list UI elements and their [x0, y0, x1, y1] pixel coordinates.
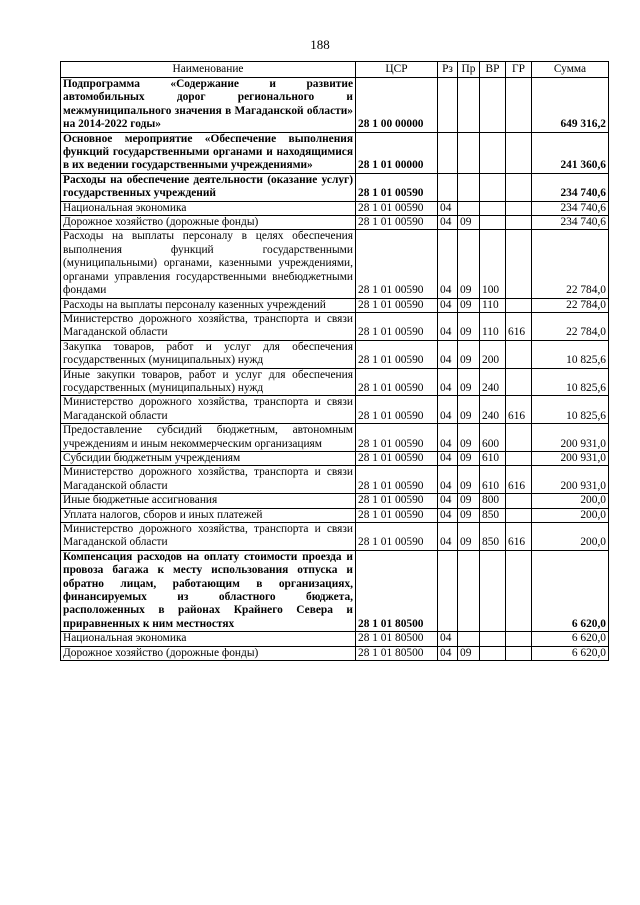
cell-gr — [506, 646, 532, 660]
table-header-row — [61, 62, 609, 78]
cell-rz: 04 — [438, 632, 458, 646]
cell-pr: 09 — [458, 508, 480, 522]
cell-sum: 200,0 — [532, 494, 609, 508]
cell-vr: 850 — [480, 508, 506, 522]
table-row — [61, 632, 609, 646]
cell-gr — [506, 201, 532, 215]
cell-vr: 240 — [480, 396, 506, 424]
cell-sum: 200 931,0 — [532, 424, 609, 452]
cell-rz — [438, 550, 458, 631]
cell-pr — [458, 173, 480, 201]
cell-pr: 09 — [458, 312, 480, 340]
cell-csr: 28 1 01 00590 — [356, 523, 438, 551]
cell-rz: 04 — [438, 312, 458, 340]
table-row — [61, 508, 609, 522]
cell-csr: 28 1 01 00590 — [356, 451, 438, 465]
cell-sum: 10 825,6 — [532, 396, 609, 424]
cell-sum: 200,0 — [532, 508, 609, 522]
cell-rz: 04 — [438, 216, 458, 230]
cell-name: Расходы на обеспечение деятельности (оказание услуг) государственных учреждений — [61, 173, 356, 201]
cell-vr — [480, 550, 506, 631]
cell-pr: 09 — [458, 368, 480, 396]
table-row — [61, 396, 609, 424]
cell-sum: 10 825,6 — [532, 340, 609, 368]
cell-rz: 04 — [438, 230, 458, 298]
cell-pr: 09 — [458, 451, 480, 465]
table-row — [61, 298, 609, 312]
cell-gr — [506, 368, 532, 396]
cell-name: Уплата налогов, сборов и иных платежей — [61, 508, 356, 522]
header-pr: Пр — [458, 62, 480, 78]
cell-name: Субсидии бюджетным учреждениям — [61, 451, 356, 465]
cell-name: Министерство дорожного хозяйства, транспорта и связи Магаданской области — [61, 523, 356, 551]
cell-sum: 6 620,0 — [532, 550, 609, 631]
cell-pr — [458, 201, 480, 215]
cell-name: Дорожное хозяйство (дорожные фонды) — [61, 646, 356, 660]
cell-gr — [506, 298, 532, 312]
cell-csr: 28 1 01 00590 — [356, 312, 438, 340]
cell-gr — [506, 340, 532, 368]
cell-vr: 800 — [480, 494, 506, 508]
table-row — [61, 216, 609, 230]
cell-name: Национальная экономика — [61, 632, 356, 646]
cell-gr — [506, 632, 532, 646]
cell-rz — [438, 78, 458, 133]
cell-pr: 09 — [458, 216, 480, 230]
table-row — [61, 523, 609, 551]
cell-vr: 240 — [480, 368, 506, 396]
cell-csr: 28 1 01 00590 — [356, 298, 438, 312]
cell-rz: 04 — [438, 466, 458, 494]
cell-csr: 28 1 01 00590 — [356, 508, 438, 522]
cell-gr — [506, 216, 532, 230]
cell-vr: 850 — [480, 523, 506, 551]
cell-sum: 6 620,0 — [532, 632, 609, 646]
cell-name: Национальная экономика — [61, 201, 356, 215]
table-row — [61, 368, 609, 396]
table-row — [61, 173, 609, 201]
cell-sum: 22 784,0 — [532, 230, 609, 298]
budget-table — [60, 61, 609, 661]
cell-csr: 28 1 01 80500 — [356, 632, 438, 646]
cell-rz: 04 — [438, 451, 458, 465]
cell-sum: 22 784,0 — [532, 312, 609, 340]
cell-rz — [438, 132, 458, 173]
cell-csr: 28 1 01 80500 — [356, 550, 438, 631]
table-row — [61, 494, 609, 508]
cell-gr — [506, 78, 532, 133]
cell-pr: 09 — [458, 523, 480, 551]
cell-vr: 600 — [480, 424, 506, 452]
table-row — [61, 312, 609, 340]
cell-vr: 200 — [480, 340, 506, 368]
cell-gr — [506, 508, 532, 522]
cell-csr: 28 1 01 00590 — [356, 340, 438, 368]
cell-name: Расходы на выплаты персоналу казенных учреждений — [61, 298, 356, 312]
cell-csr: 28 1 01 00590 — [356, 466, 438, 494]
cell-sum: 649 316,2 — [532, 78, 609, 133]
cell-csr: 28 1 01 00590 — [356, 216, 438, 230]
cell-csr: 28 1 01 00590 — [356, 396, 438, 424]
cell-name: Закупка товаров, работ и услуг для обеспечения государственных (муниципальных) нужд — [61, 340, 356, 368]
cell-vr: 610 — [480, 451, 506, 465]
cell-rz: 04 — [438, 368, 458, 396]
cell-pr — [458, 550, 480, 631]
cell-sum: 200 931,0 — [532, 451, 609, 465]
cell-gr: 616 — [506, 396, 532, 424]
cell-csr: 28 1 01 00000 — [356, 132, 438, 173]
cell-csr: 28 1 01 00590 — [356, 494, 438, 508]
cell-sum: 22 784,0 — [532, 298, 609, 312]
cell-pr: 09 — [458, 424, 480, 452]
cell-gr: 616 — [506, 466, 532, 494]
table-row — [61, 466, 609, 494]
cell-csr: 28 1 01 00590 — [356, 368, 438, 396]
table-body — [61, 78, 609, 661]
cell-pr: 09 — [458, 230, 480, 298]
cell-vr: 100 — [480, 230, 506, 298]
cell-gr — [506, 494, 532, 508]
cell-name: Министерство дорожного хозяйства, транспорта и связи Магаданской области — [61, 312, 356, 340]
cell-pr: 09 — [458, 646, 480, 660]
cell-vr — [480, 173, 506, 201]
cell-pr — [458, 632, 480, 646]
cell-name: Предоставление субсидий бюджетным, автономным учреждениям и иным некоммерческим организациям — [61, 424, 356, 452]
cell-pr — [458, 132, 480, 173]
cell-sum: 234 740,6 — [532, 201, 609, 215]
cell-gr — [506, 424, 532, 452]
table-row — [61, 451, 609, 465]
cell-vr — [480, 132, 506, 173]
cell-gr — [506, 173, 532, 201]
table-row — [61, 132, 609, 173]
cell-gr — [506, 230, 532, 298]
cell-sum: 10 825,6 — [532, 368, 609, 396]
cell-pr: 09 — [458, 298, 480, 312]
header-csr: ЦСР — [356, 62, 438, 78]
cell-vr — [480, 78, 506, 133]
cell-pr: 09 — [458, 340, 480, 368]
cell-csr: 28 1 01 00590 — [356, 201, 438, 215]
cell-name: Дорожное хозяйство (дорожные фонды) — [61, 216, 356, 230]
cell-pr: 09 — [458, 494, 480, 508]
cell-gr: 616 — [506, 523, 532, 551]
header-gr: ГР — [506, 62, 532, 78]
cell-csr: 28 1 01 00590 — [356, 173, 438, 201]
cell-name: Иные закупки товаров, работ и услуг для обеспечения государственных (муниципальных) нужд — [61, 368, 356, 396]
cell-sum: 200 931,0 — [532, 466, 609, 494]
cell-rz: 04 — [438, 340, 458, 368]
table-row — [61, 201, 609, 215]
table-row — [61, 550, 609, 631]
cell-name: Компенсация расходов на оплату стоимости проезда и провоза багажа к месту использования отпуска и обратно лицам, работающим в организациях, финансируемых из областного бюджета, расположенных в районах Крайнего Севера и приравненных к ним местностях — [61, 550, 356, 631]
cell-rz: 04 — [438, 646, 458, 660]
header-sum: Сумма — [532, 62, 609, 78]
cell-rz: 04 — [438, 201, 458, 215]
table-row — [61, 646, 609, 660]
cell-rz: 04 — [438, 396, 458, 424]
cell-rz — [438, 173, 458, 201]
cell-vr: 110 — [480, 298, 506, 312]
cell-csr: 28 1 01 00590 — [356, 424, 438, 452]
cell-name: Основное мероприятие «Обеспечение выполнения функций государственными органами и находящимися в их ведении государственными учреждениями» — [61, 132, 356, 173]
table-row — [61, 230, 609, 298]
cell-name: Министерство дорожного хозяйства, транспорта и связи Магаданской области — [61, 396, 356, 424]
header-name: Наименование — [61, 62, 356, 78]
cell-gr — [506, 132, 532, 173]
cell-sum: 241 360,6 — [532, 132, 609, 173]
page-number: 188 — [310, 37, 330, 52]
cell-csr: 28 1 01 00590 — [356, 230, 438, 298]
cell-name: Расходы на выплаты персоналу в целях обеспечения выполнения функций государственными (муниципальными) органами, казенными учреждениями, органами управления государственными внебюджетными фондами — [61, 230, 356, 298]
cell-sum: 234 740,6 — [532, 173, 609, 201]
cell-sum: 234 740,6 — [532, 216, 609, 230]
cell-vr — [480, 216, 506, 230]
header-rz: Рз — [438, 62, 458, 78]
cell-name: Подпрограмма «Содержание и развитие автомобильных дорог регионального и межмуниципального значения в Магаданской области» на 2014-2022 годы» — [61, 78, 356, 133]
cell-rz: 04 — [438, 523, 458, 551]
cell-name: Министерство дорожного хозяйства, транспорта и связи Магаданской области — [61, 466, 356, 494]
cell-name: Иные бюджетные ассигнования — [61, 494, 356, 508]
cell-pr — [458, 78, 480, 133]
cell-sum: 200,0 — [532, 523, 609, 551]
cell-csr: 28 1 00 00000 — [356, 78, 438, 133]
cell-vr — [480, 201, 506, 215]
table-row — [61, 340, 609, 368]
cell-rz: 04 — [438, 298, 458, 312]
cell-pr: 09 — [458, 466, 480, 494]
cell-rz: 04 — [438, 508, 458, 522]
cell-rz: 04 — [438, 494, 458, 508]
table-row — [61, 78, 609, 133]
cell-rz: 04 — [438, 424, 458, 452]
cell-gr — [506, 451, 532, 465]
header-vr: ВР — [480, 62, 506, 78]
cell-pr: 09 — [458, 396, 480, 424]
cell-vr: 110 — [480, 312, 506, 340]
table-row — [61, 424, 609, 452]
cell-vr — [480, 632, 506, 646]
cell-vr — [480, 646, 506, 660]
cell-gr — [506, 550, 532, 631]
cell-gr: 616 — [506, 312, 532, 340]
cell-sum: 6 620,0 — [532, 646, 609, 660]
cell-csr: 28 1 01 80500 — [356, 646, 438, 660]
cell-vr: 610 — [480, 466, 506, 494]
